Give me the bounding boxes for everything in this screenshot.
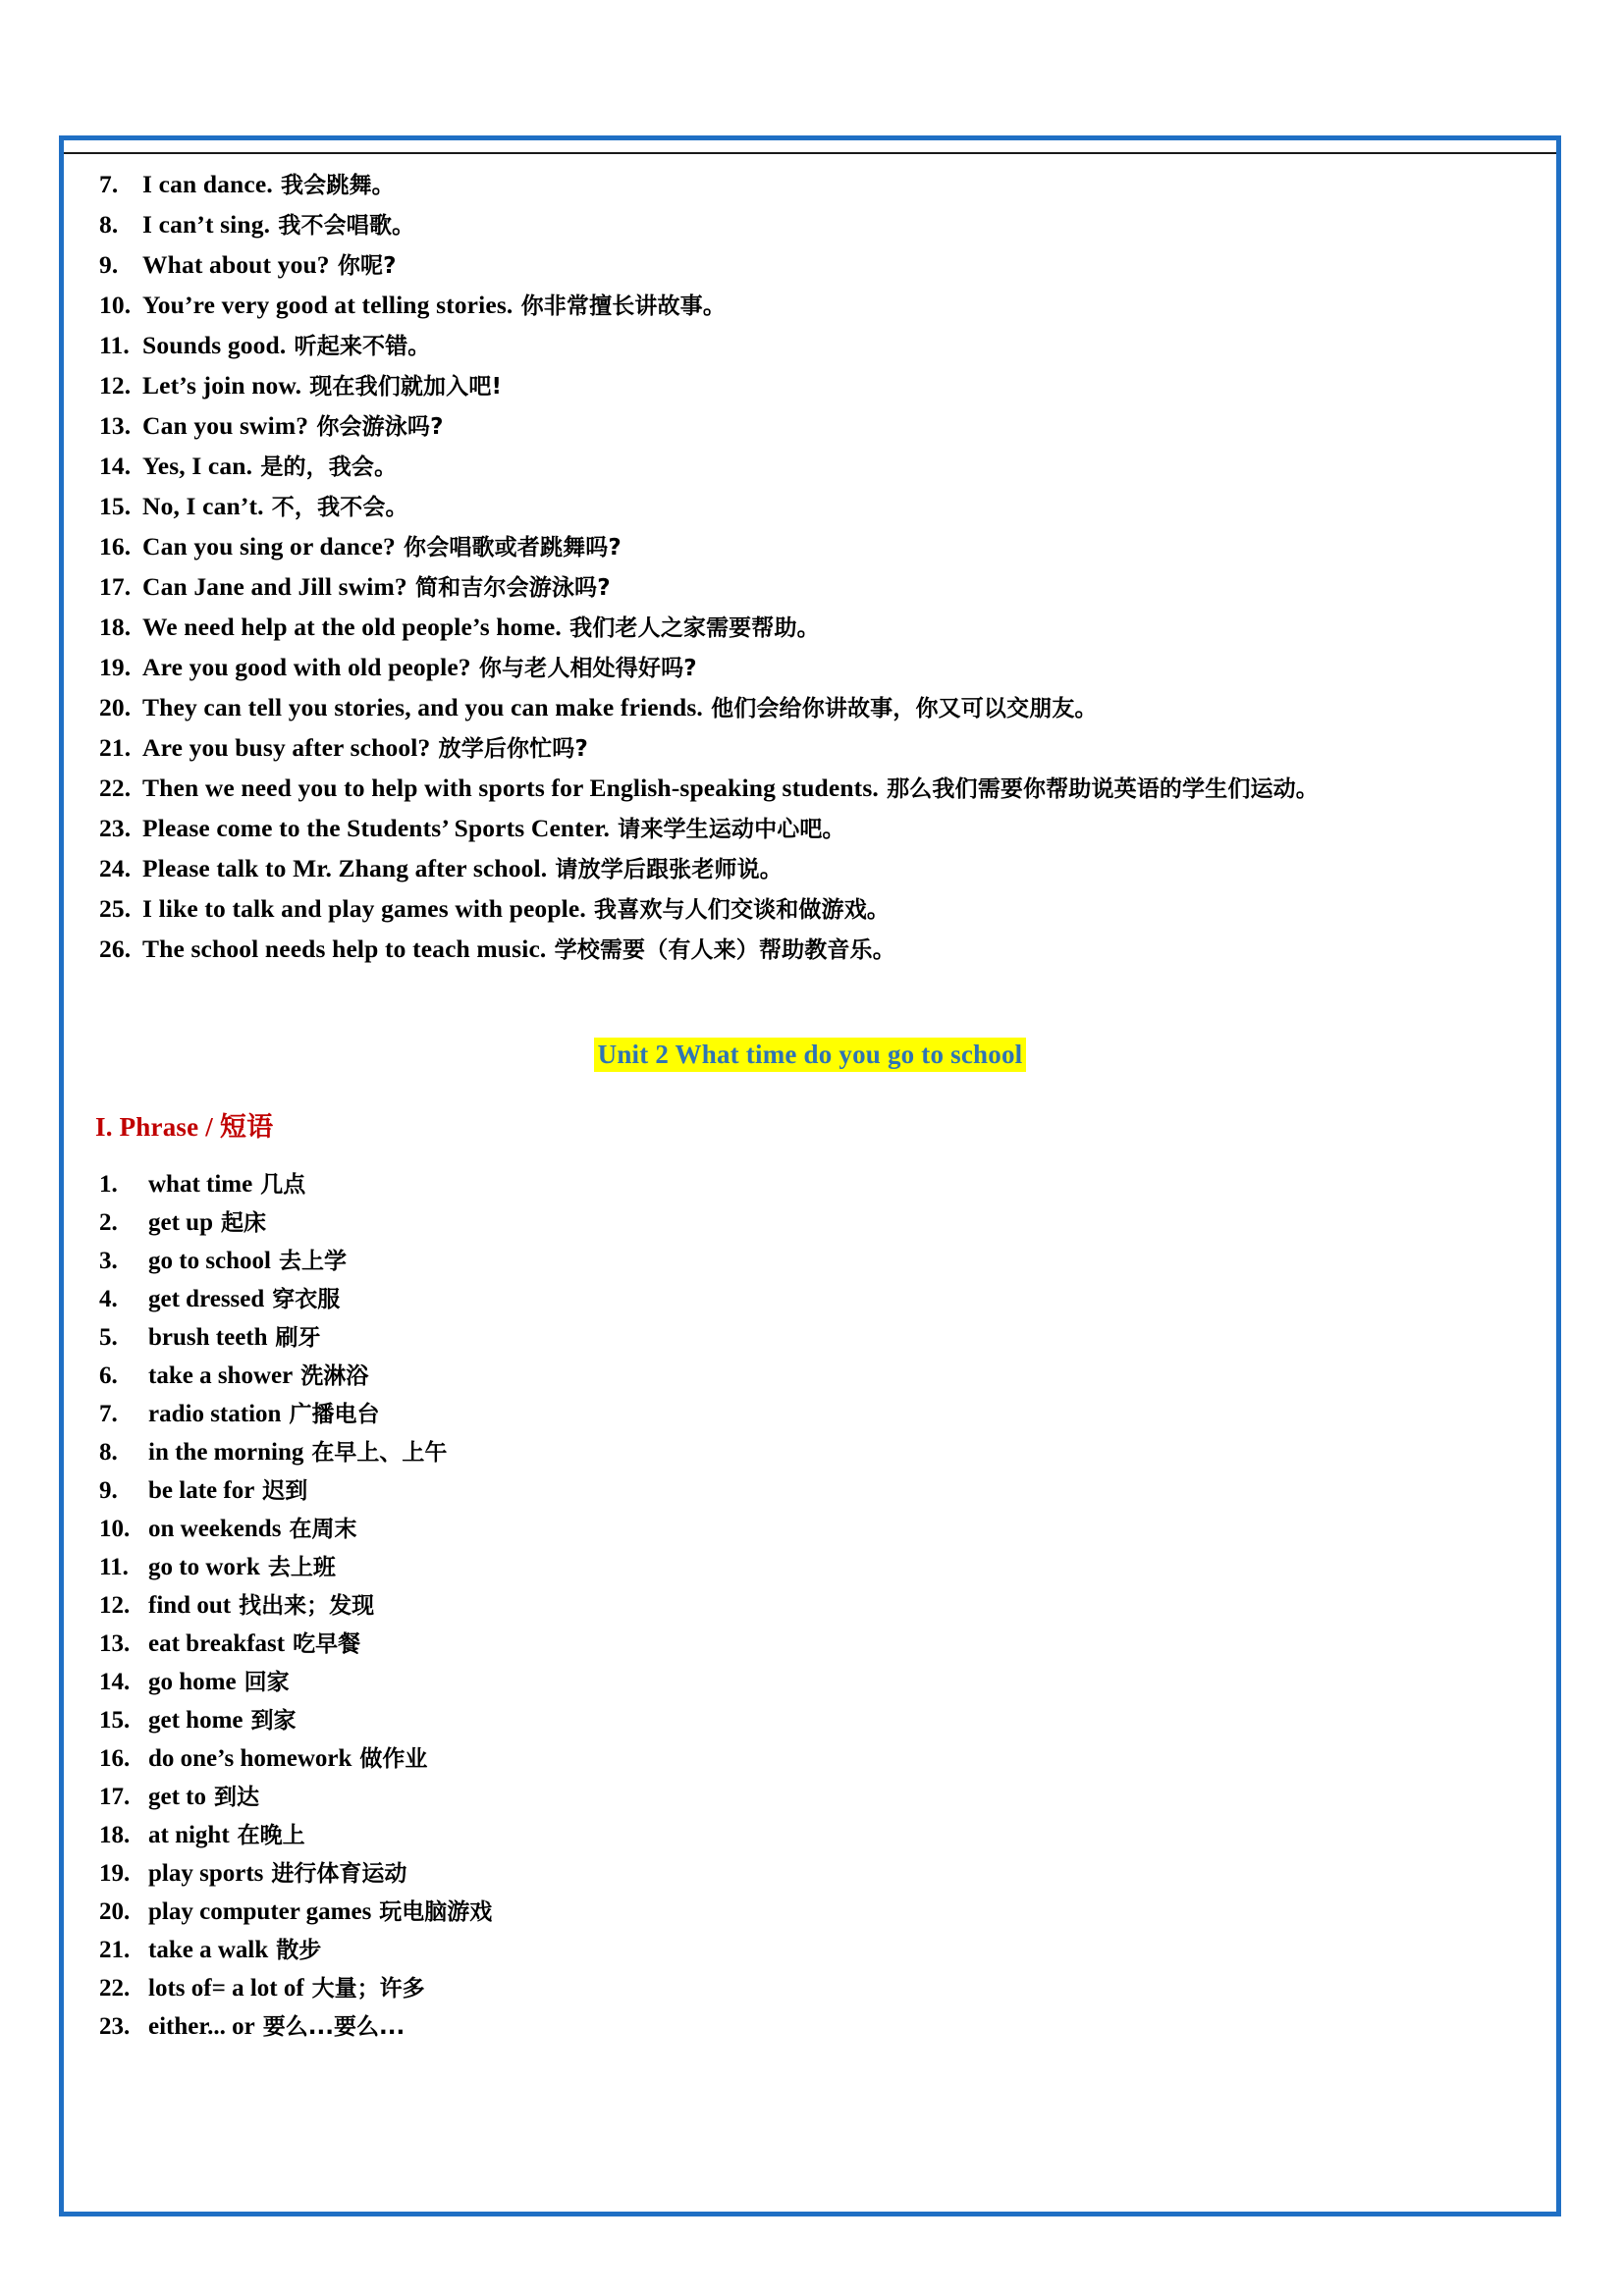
phrase-item [87,1548,1533,1586]
phrase-item-text [148,1210,266,1235]
sentence-item-english: The school needs help to teach music. [142,934,547,963]
phrase-item-text [148,1478,307,1503]
sentence-item-chinese: 我会跳舞。 [272,172,395,198]
phrase-item [87,1203,1533,1242]
sentence-item-chinese: 听起来不错。 [286,333,431,359]
sentence-item-english: Then we need you to help with sports for English-speaking students. [142,773,879,802]
phrase-item-text [148,1363,368,1388]
sentence-item [87,446,1533,486]
sentence-item-number: 14. [99,451,132,480]
sentence-item [87,929,1533,969]
sentence-item-english: Are you good with old people? [142,652,471,681]
sentence-item-chinese: 请放学后跟张老师说。 [547,856,783,882]
page-content [87,164,1533,2046]
sentence-item-number: 24. [99,853,132,882]
sentence-item-text [142,370,1533,400]
phrase-item [87,1969,1533,2007]
sentence-item-number: 15. [99,491,132,520]
sentence-item-chinese: 你与老人相处得好吗? [470,655,697,681]
document-page [59,135,1561,2216]
phrase-item-number: 13. [99,1630,131,1657]
phrase-item-number: 4. [99,1286,118,1312]
section-heading-cn: 短语 [219,1112,274,1143]
phrase-item [87,1739,1533,1778]
sentence-item-text [142,169,1533,198]
phrase-item-number: 8. [99,1439,118,1466]
sentence-item-text [142,491,1533,520]
phrase-item [87,1625,1533,1663]
sentence-item-chinese: 请来学生运动中心吧。 [610,816,845,842]
phrase-item-chinese: 回家 [236,1670,290,1695]
sentence-item-number: 16. [99,531,132,561]
sentence-item-english: Let’s join now. [142,370,302,400]
section-heading [95,1105,1533,1144]
phrase-item-english: play computer games [148,1898,372,1925]
phrase-item-text [148,1287,340,1311]
sentence-item [87,647,1533,687]
phrase-item [87,1586,1533,1625]
phrase-item-text [148,1708,297,1733]
phrase-item-english: go to work [148,1554,260,1580]
phrase-item-chinese: 起床 [212,1210,266,1236]
sentence-item [87,486,1533,526]
sentence-item-english: Yes, I can. [142,451,253,480]
phrase-item-number: 17. [99,1784,131,1810]
phrase-item-number: 9. [99,1477,118,1504]
sentence-item-chinese: 不，我不会。 [263,494,408,520]
sentence-item-chinese: 简和吉尔会游泳吗? [406,574,611,601]
sentence-item-text [142,249,1533,279]
sentence-item-number: 21. [99,732,132,762]
sentence-item-text [142,410,1533,440]
sentence-item [87,808,1533,848]
sentence-item-number: 19. [99,652,132,681]
sentence-item-text [142,330,1533,359]
sentence-item [87,526,1533,566]
phrase-item [87,1778,1533,1816]
phrase-item-chinese: 玩电脑游戏 [371,1899,493,1925]
phrase-item-text [148,1517,356,1541]
phrase-item-number: 12. [99,1592,131,1619]
phrase-item-text [148,1631,360,1656]
sentence-item-text [142,571,1533,601]
phrase-item-english: radio station [148,1401,282,1427]
phrase-item-english: what time [148,1171,253,1198]
phrase-item-chinese: 广播电台 [281,1402,380,1427]
sentence-item-number: 10. [99,290,132,319]
sentence-item-english: We need help at the old people’s home. [142,612,562,641]
phrase-item-chinese: 迟到 [254,1478,308,1504]
sentence-item-text [142,652,1533,681]
phrase-item-number: 21. [99,1937,131,1963]
phrase-item-number: 3. [99,1248,118,1274]
phrase-item [87,1318,1533,1357]
phrase-item-english: go home [148,1669,237,1695]
phrase-item [87,1471,1533,1510]
sentence-item-english: Sounds good. [142,330,287,359]
phrase-item [87,1816,1533,1854]
phrase-item-text [148,1325,321,1350]
phrase-item-english: eat breakfast [148,1630,286,1657]
sentence-item-english: You’re very good at telling stories. [142,290,514,319]
phrase-item-text [148,1440,447,1465]
sentence-item-chinese: 你会游泳吗? [308,413,444,440]
sentence-item [87,244,1533,285]
phrase-item-number: 2. [99,1209,118,1236]
section-heading-en: I. Phrase / [95,1112,220,1142]
sentence-item-number: 9. [99,249,119,279]
sentence-item [87,687,1533,727]
phrase-item-number: 5. [99,1324,118,1351]
phrase-item-english: be late for [148,1477,255,1504]
phrase-item-text [148,1555,336,1579]
phrase-item-english: take a shower [148,1362,294,1389]
sentence-item [87,285,1533,325]
sentence-item-text [142,813,1533,842]
phrase-item-chinese: 进行体育运动 [263,1861,407,1887]
phrase-item-english: on weekends [148,1516,282,1542]
sentence-item-text [142,936,1533,962]
phrase-item-english: take a walk [148,1937,269,1963]
sentence-item-number: 13. [99,410,132,440]
sentence-item-text [142,692,1533,721]
phrase-item [87,1510,1533,1548]
phrase-item-english: do one’s homework [148,1745,352,1772]
sentence-item-text [142,853,1533,882]
sentence-item-chinese: 你非常擅长讲故事。 [513,293,726,319]
sentence-item-number: 11. [99,330,130,359]
sentence-item-text [142,893,1533,923]
phrase-item-chinese: 找出来；发现 [231,1593,375,1619]
phrase-item-chinese: 散步 [268,1938,322,1963]
phrase-item-chinese: 在周末 [281,1517,357,1542]
sentence-item-number: 7. [99,169,119,198]
phrase-item-number: 6. [99,1362,118,1389]
sentence-item-number: 22. [99,773,132,802]
sentence-item-chinese: 现在我们就加入吧! [301,373,503,400]
sentence-item-chinese: 我喜欢与人们交谈和做游戏。 [585,896,890,923]
sentence-item [87,848,1533,888]
phrase-item-english: brush teeth [148,1324,268,1351]
sentence-item-english: I can dance. [142,169,273,198]
sentence-item-english: Please talk to Mr. Zhang after school. [142,853,548,882]
phrase-item-chinese: 要么...要么... [254,2014,406,2040]
sentence-item [87,325,1533,365]
phrase-item-english: get home [148,1707,243,1734]
sentence-item [87,607,1533,647]
sentence-item-number: 25. [99,893,132,923]
phrase-item-number: 11. [99,1554,129,1580]
sentence-item-chinese: 放学后你忙吗? [430,735,588,762]
phrase-item-text [148,1593,374,1618]
sentence-item-english: Please come to the Students’ Sports Center. [142,813,611,842]
sentence-item-text [142,614,1533,640]
phrase-item-text [148,1249,347,1273]
sentence-item-english: Can Jane and Jill swim? [142,571,407,601]
sentence-item-english: Can you swim? [142,410,309,440]
phrase-item-number: 19. [99,1860,131,1887]
sentence-item-english: Can you sing or dance? [142,531,396,561]
phrase-item-english: get up [148,1209,213,1236]
sentence-item-chinese: 我不会唱歌。 [270,212,415,239]
sentence-item-text [142,290,1533,319]
sentence-item-english: What about you? [142,249,330,279]
sentence-item-text [142,451,1533,480]
phrase-item-number: 1. [99,1171,118,1198]
phrase-item-text [148,1976,425,2001]
sentence-item-chinese: 那么我们需要你帮助说英语的学生们运动。 [878,775,1319,802]
sentence-item-chinese: 你呢? [329,252,397,279]
top-divider-rule [64,152,1556,154]
phrase-item-english: in the morning [148,1439,304,1466]
phrase-item [87,1242,1533,1280]
phrase-item [87,1395,1533,1433]
phrase-item-text [148,1746,427,1771]
phrase-item-number: 22. [99,1975,131,2002]
phrase-item-english: either... or [148,2013,255,2040]
sentence-item-chinese: 学校需要（有人来）帮助教音乐。 [546,936,895,963]
sentence-item-number: 17. [99,571,132,601]
phrase-item [87,1663,1533,1701]
sentence-item-chinese: 他们会给你讲故事，你又可以交朋友。 [702,695,1098,721]
unit-title-container [87,1038,1533,1072]
sentence-item-chinese: 是的，我会。 [252,454,398,480]
phrase-item-text [148,1899,492,1924]
sentence-item-english: They can tell you stories, and you can make friends. [142,692,703,721]
phrase-item-text [148,1861,406,1886]
sentence-item-text [142,531,1533,561]
sentence-item [87,405,1533,446]
phrase-item-text [148,1823,305,1847]
phrase-item-english: get to [148,1784,206,1810]
phrase-item-chinese: 几点 [252,1172,306,1198]
phrase-item-english: lots of= a lot of [148,1975,304,2002]
phrase-item-number: 10. [99,1516,131,1542]
phrase-item-english: find out [148,1592,232,1619]
phrase-item-chinese: 在晚上 [229,1823,305,1848]
phrase-item [87,1357,1533,1395]
sentence-item-number: 18. [99,612,132,641]
sentence-item [87,566,1533,607]
phrase-item-number: 23. [99,2013,131,2040]
sentence-item-text [142,775,1533,801]
phrase-item-chinese: 到达 [206,1785,260,1810]
sentence-item-text [142,209,1533,239]
phrase-item-text [148,1172,305,1197]
phrase-item-chinese: 洗淋浴 [293,1363,369,1389]
sentence-item-number: 26. [99,934,132,963]
phrase-item [87,1854,1533,1893]
phrase-item-text [148,1670,290,1694]
phrase-item-english: play sports [148,1860,264,1887]
phrase-item [87,1701,1533,1739]
phrase-item-number: 15. [99,1707,131,1734]
phrase-item [87,1433,1533,1471]
phrase-item-text [148,1785,259,1809]
phrase-item [87,1893,1533,1931]
phrase-item-chinese: 去上班 [259,1555,336,1580]
sentence-item-english: Are you busy after school? [142,732,431,762]
phrase-item-text [148,2014,405,2039]
phrase-item-number: 18. [99,1822,131,1848]
phrase-item-chinese: 去上学 [271,1249,348,1274]
phrase-item-number: 7. [99,1401,118,1427]
sentence-item [87,365,1533,405]
sentence-item [87,164,1533,204]
phrase-item [87,1280,1533,1318]
sentence-item-chinese: 你会唱歌或者跳舞吗? [395,534,622,561]
sentence-item [87,888,1533,929]
phrase-item-number: 16. [99,1745,131,1772]
sentence-item [87,204,1533,244]
phrase-item-english: get dressed [148,1286,265,1312]
phrase-item-chinese: 到家 [243,1708,297,1734]
sentence-item-english: I can’t sing. [142,209,271,239]
unit-title: Unit 2 What time do you go to school [594,1038,1027,1072]
phrase-item-chinese: 在早上、上午 [303,1440,448,1466]
sentence-item [87,727,1533,768]
phrase-item-chinese: 吃早餐 [285,1631,361,1657]
phrase-item-text [148,1938,321,1962]
sentence-item [87,768,1533,808]
phrase-item-chinese: 做作业 [352,1746,428,1772]
phrase-list [87,1165,1533,2046]
phrase-item [87,1165,1533,1203]
sentence-item-english: I like to talk and play games with people. [142,893,586,923]
phrase-item-chinese: 刷牙 [267,1325,321,1351]
sentence-item-number: 12. [99,370,132,400]
sentence-item-number: 20. [99,692,132,721]
phrase-item-chinese: 穿衣服 [264,1287,341,1312]
sentence-item-text [142,732,1533,762]
phrase-item-chinese: 大量；许多 [303,1976,425,2002]
phrase-item-number: 20. [99,1898,131,1925]
sentence-list [87,164,1533,969]
phrase-item-text [148,1402,379,1426]
phrase-item-english: go to school [148,1248,271,1274]
sentence-item-english: No, I can’t. [142,491,264,520]
sentence-item-number: 23. [99,813,132,842]
phrase-item-number: 14. [99,1669,131,1695]
sentence-item-number: 8. [99,209,119,239]
phrase-item-english: at night [148,1822,230,1848]
phrase-item [87,2007,1533,2046]
phrase-item [87,1931,1533,1969]
sentence-item-chinese: 我们老人之家需要帮助。 [561,614,820,641]
